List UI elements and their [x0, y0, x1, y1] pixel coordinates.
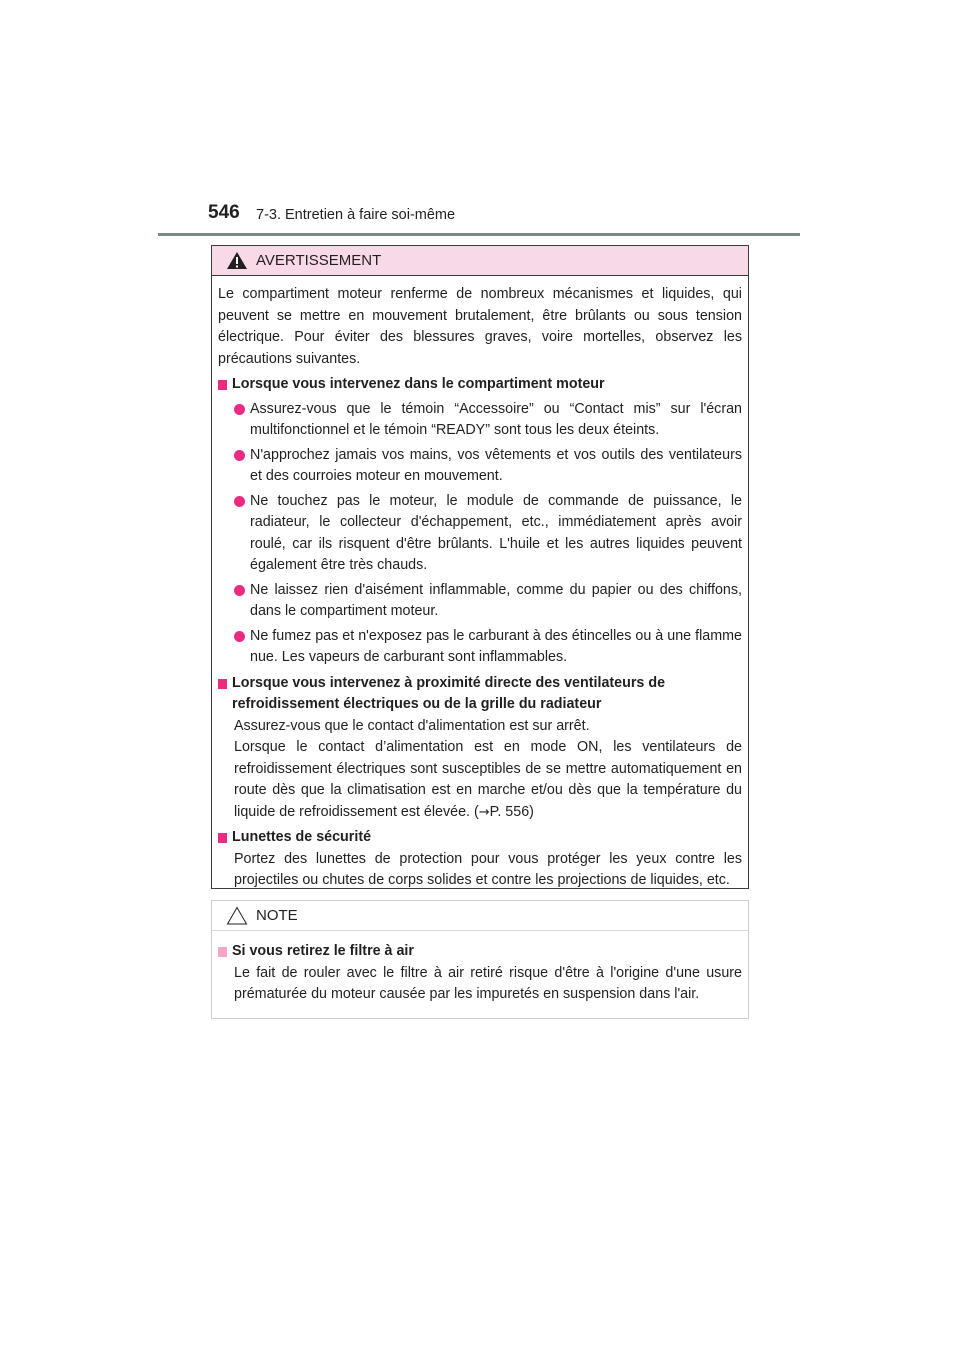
section-heading: Lunettes de sécurité	[218, 827, 742, 849]
warning-triangle-icon	[226, 251, 248, 270]
note-box	[211, 900, 749, 1019]
section-heading: Lorsque vous intervenez dans le compartiment moteur	[218, 374, 742, 396]
section-title: 7-3. Entretien à faire soi-même	[256, 207, 456, 223]
square-bullet-icon	[218, 833, 227, 843]
list-item: Ne fumez pas et n'exposez pas le carburant à des étincelles ou à une flamme nue. Les vapeurs de carburant sont inflammables.	[218, 626, 742, 669]
note-title: NOTE	[256, 907, 298, 924]
arrow-right-icon: →	[478, 804, 490, 820]
list-item: N'approchez jamais vos mains, vos vêtements et vos outils des ventilateurs et des courroies moteur en mouvement.	[218, 445, 742, 488]
square-bullet-icon	[218, 679, 227, 689]
warning-title: AVERTISSEMENT	[256, 252, 382, 269]
round-bullet-icon	[234, 585, 245, 596]
caution-outline-triangle-icon	[226, 906, 248, 925]
list-item: Ne laissez rien d'aisément inflammable, comme du papier ou des chiffons, dans le compartiment moteur.	[218, 580, 742, 623]
section-text: Le fait de rouler avec le filtre à air retiré risque d'être à l'origine d'une usure prématurée du moteur causée par les impuretés en suspension dans l'air.	[234, 964, 742, 1002]
square-bullet-icon	[218, 380, 227, 390]
round-bullet-icon	[234, 404, 245, 415]
section-heading: Lorsque vous intervenez à proximité directe des ventilateurs de refroidissement électriques ou de la grille du radiateur	[218, 673, 742, 716]
warning-header	[212, 246, 748, 276]
note-body	[212, 931, 748, 1006]
square-bullet-icon	[218, 947, 227, 957]
list-item: Assurez-vous que le témoin “Accessoire” ou “Contact mis” sur l'écran multifonctionnel et le témoin “READY” sont tous les deux éteints.	[218, 399, 742, 442]
round-bullet-icon	[234, 450, 245, 461]
section-text: Assurez-vous que le contact d'alimentation est sur arrêt. Lorsque le contact d’alimentation est en mode ON, les ventilateurs de refroidissement électriques sont susceptibles de se mettre automatiquement en route dès que la climatisation est en marche et/ou dès que la température du liquide de refroidissement est élevée. (→P. 556)	[234, 717, 742, 820]
warning-intro: Le compartiment moteur renferme de nombreux mécanismes et liquides, qui peuvent se mettre en mouvement brutalement, être brûlants ou sous tension électrique. Pour éviter des blessures graves, voire mortelles, observez les précautions suivantes.	[218, 286, 742, 367]
note-header	[212, 901, 748, 931]
warning-body	[212, 276, 748, 892]
warning-box	[211, 245, 749, 889]
section-text: Portez des lunettes de protection pour vous protéger les yeux contre les projectiles ou chutes de corps solides et contre les projections de liquides, etc.	[234, 850, 742, 888]
section-heading: Si vous retirez le filtre à air	[218, 941, 742, 963]
round-bullet-icon	[234, 631, 245, 642]
list-item: Ne touchez pas le moteur, le module de commande de puissance, le radiateur, le collecteur d'échappement, etc., immédiatement après avoir roulé, car ils risquent d'être brûlants. L'huile et les autres liquides peuvent également être très chauds.	[218, 491, 742, 577]
page-number: 546	[208, 202, 240, 223]
page-reference[interactable]: P. 556)	[489, 803, 534, 820]
round-bullet-icon	[234, 496, 245, 507]
header-divider	[158, 233, 800, 236]
